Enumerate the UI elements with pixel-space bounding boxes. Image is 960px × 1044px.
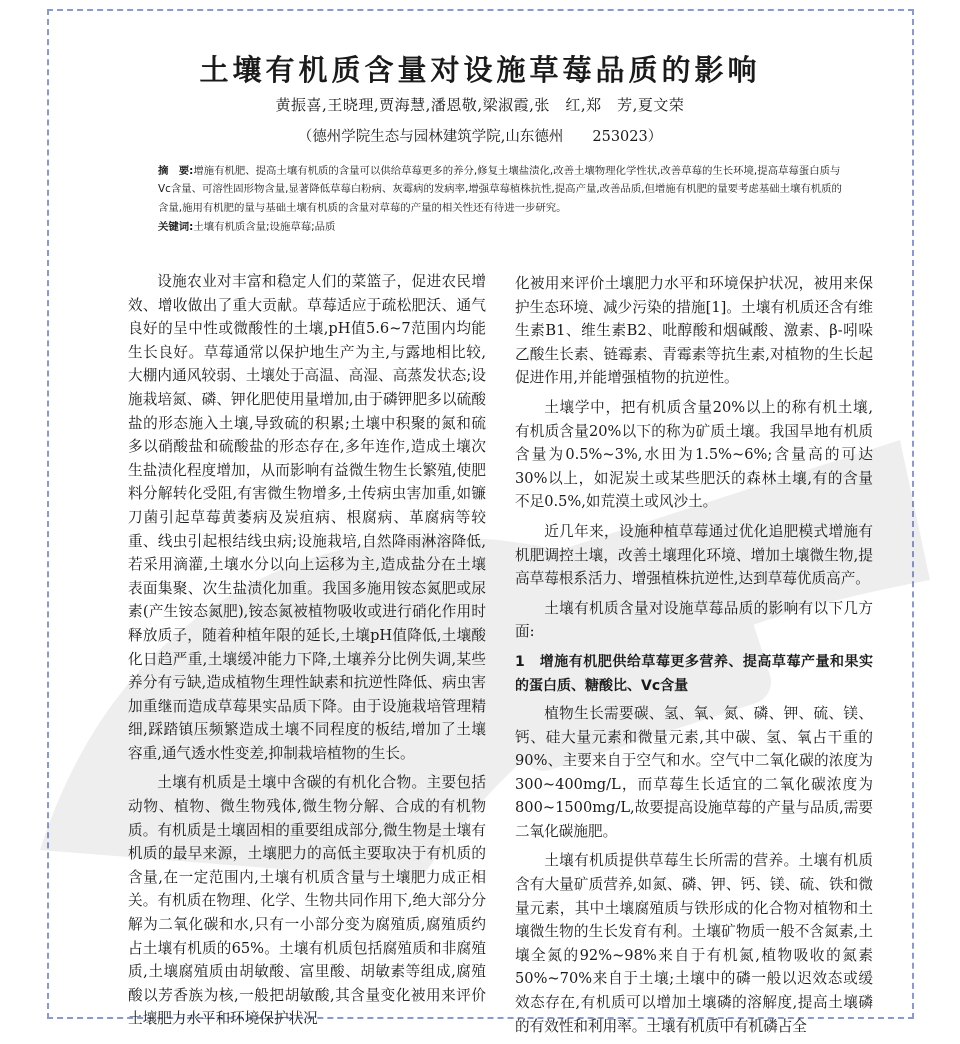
body-paragraph: 植物生长需要碳、氢、氧、氮、磷、钾、硫、镁、钙、硅大量元素和微量元素,其中碳、氢、氧占干重的90%、主要来自于空气和水。空气中二氧化碳的浓度为300~400mg/L，而草莓生长适宜的二氧化碳浓度为800~1500mg/L,故要提高设施草莓的产量与品质,需要二氧化碳施肥。: [515, 704, 873, 840]
right-column: [515, 272, 873, 1044]
body-paragraph: 土壤学中，把有机质含量20%以上的称有机土壤,有机质含量20%以下的称为矿质土壤。我国旱地有机质含量为0.5%~3%,水田为1.5%~6%;含量高的可达30%以上，如泥炭土或某些肥沃的森林土壤,有的含量不足0.5%,如荒漠土或风沙土。: [515, 398, 873, 511]
body-paragraph: 土壤有机质含量对设施草莓品质的影响有以下几方面:: [515, 599, 873, 641]
paper-title: 土壤有机质含量对设施草莓品质的影响: [199, 53, 761, 87]
body-paragraph: 土壤有机质是土壤中含碳的有机化合物。主要包括动物、植物、微生物残体,微生物分解、合成的有机物质。有机质是土壤固相的重要组成部分,微生物是土壤有机质的最早来源，土壤肥力的高低主要取决于有机质的含量,在一定范围内,土壤有机质含量与土壤肥力成正相关。有机质在物理、化学、生物共同作用下,绝大部分分解为二氧化碳和水,只有一小部分变为腐殖质,腐殖质约占土壤有机质的65%。土壤有机质包括腐殖质和非腐殖质,土壤腐殖质由胡敏酸、富里酸、胡敏素等组成,腐殖酸以芳香族为核,一般把胡敏酸,其含量变化被用来评价土壤肥力水平和环境保护状况: [128, 774, 486, 1028]
keywords-line: [158, 218, 843, 236]
author-list: 黄振喜,王晓理,贾海慧,潘恩敬,梁淑霞,张 红,郑 芳,夏文荣: [275, 96, 685, 114]
abstract-text: [158, 162, 843, 217]
body-paragraph: 近几年来，设施种植草莓通过优化追肥模式增施有机肥调控土壤，改善土壤理化环境、增加土壤微生物,提高草莓根系活力、增强植株抗逆性,达到草莓优质高产。: [515, 522, 873, 588]
affiliation: （德州学院生态与园林建筑学院,山东德州 253023）: [297, 129, 663, 145]
left-column: [128, 270, 486, 1037]
section-heading: 1 增施有机肥供给草莓更多营养、提高草莓产量和果实的蛋白质、糖酸比、Vc含量: [515, 653, 873, 694]
abstract-body: 增施有机肥、提高土壤有机质的含量可以供给草莓更多的养分,修复土壤盐渍化,改善土壤物理化学性状,改善草莓的生长环境,提高草莓蛋白质与Vc含量、可溶性固形物含量,显著降低草莓白粉病、灰霉病的发病率,增强草莓植株抗性,提高产量,改善品质,但增施有机肥的量要考虑基础土壤有机质的含量,施用有机肥的量与基础土壤有机质的含量对草莓的产量的相关性还有待进一步研究。: [158, 165, 842, 214]
keywords-text: 土壤有机质含量;设施草莓;品质: [193, 220, 336, 233]
body-paragraph: 化被用来评价土壤肥力水平和环境保护状况，被用来保护生态环境、减少污染的措施[1]。土壤有机质还含有维生素B1、维生素B2、吡醇酸和烟碱酸、激素、β-吲哚乙酸生长素、链霉素、青霉素等抗生素,对植物的生长起促进作用,并能增强植物的抗逆性。: [515, 275, 873, 387]
abstract-label: 摘 要:: [158, 165, 194, 177]
body-paragraph: 土壤有机质提供草莓生长所需的营养。土壤有机质含有大量矿质营养,如氮、磷、钾、钙、镁、硫、铁和微量元素，其中土壤腐殖质与铁形成的化合物对植物和土壤微生物的生长发育有利。土壤矿物质一般不含氮素,土壤全氮的92%~98%来自于有机氮,植物吸收的氮素50%~70%来自于土壤;土壤中的磷一般以迟效态或缓效态存在,有机质可以增加土壤磷的溶解度,提高土壤磷的有效性和利用率。土壤有机质中有机磷占全: [515, 852, 873, 1035]
abstract-block: [158, 162, 843, 236]
keywords-label: 关键词:: [158, 220, 194, 233]
body-paragraph: 设施农业对丰富和稳定人们的菜篮子，促进农民增效、增收做出了重大贡献。草莓适应于疏松肥沃、通气良好的呈中性或微酸性的土壤,pH值5.6~7范围内均能生长良好。草莓通常以保护地生产为主,与露地相比较,大棚内通风较弱、土壤处于高温、高湿、高蒸发状态;设施栽培氮、磷、钾化肥使用量增加,由于磷钾肥多以硫酸盐的形态施入土壤,导致硫的积累;土壤中积聚的氮和硫多以硝酸盐和硫酸盐的形态存在,多年连作,造成土壤次生盐渍化程度增加，从而影响有益微生物生长繁殖,使肥料分解转化受阻,有害微生物增多,土传病虫害加重,如镰刀菌引起草莓黄萎病及炭疽病、根腐病、革腐病等较重、线虫引起根结线虫病;设施栽培,自然降雨淋溶降低,若采用滴灌,土壤水分以向上运移为主,造成盐分在土壤表面集聚、次生盐渍化加重。我国多施用铵态氮肥或尿素(产生铵态氮肥),铵态氮被植物吸收或进行硝化作用时释放质子，随着种植年限的延长,土壤pH值降低,土壤酸化日趋严重,土壤缓冲能力下降,土壤养分比例失调,某些养分有亏缺,造成植物生理性缺素和抗逆性降低、病虫害加重继而造成草莓果实品质下降。由于设施栽培管理精细,踩踏镇压频繁造成土壤不同程度的板结,增加了土壤容重,通气透水性变差,抑制栽培植物的生长。: [128, 273, 486, 762]
